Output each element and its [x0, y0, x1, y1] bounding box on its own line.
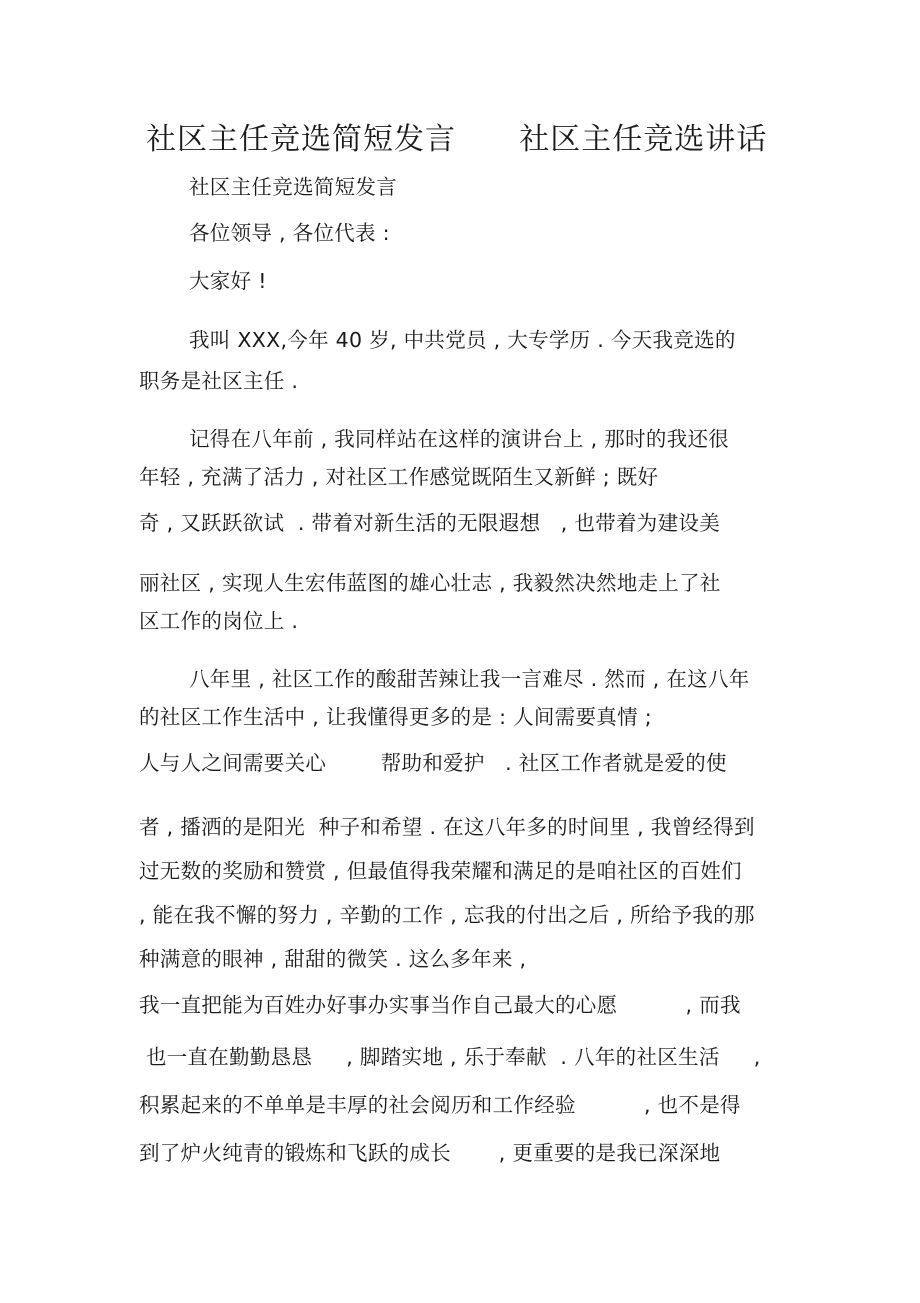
paragraph-line: 丽社区 , 实现人生宏伟蓝图的雄心壮志 , 我毅然决然地走上了社 — [139, 571, 721, 595]
paragraph-line: 八年里 , 社区工作的酸甜苦辣让我一言难尽 . 然而 , 在这八年 — [189, 667, 750, 691]
paragraph-line: 的社区工作生活中 , 让我懂得更多的是 : 人间需要真情 ; — [139, 705, 652, 729]
paragraph-line: 我一直把能为百姓办好事办实事当作自己最大的心愿 , 而我 — [139, 993, 741, 1017]
paragraph-line: 各位领导 , 各位代表 : — [189, 221, 390, 245]
paragraph-line: , 能在我不懈的努力 , 辛勤的工作 , 忘我的付出之后 , 所给予我的那 — [139, 903, 755, 927]
paragraph-line: 年轻 , 充满了活力 , 对社区工作感觉既陌生又新鲜 ; 既好 — [139, 465, 659, 489]
paragraph-line: 过无数的奖励和赞赏 , 但最值得我荣耀和满足的是咱社区的百姓们 — [139, 859, 742, 883]
paragraph-line: 到了炉火纯青的锻炼和飞跃的成长 , 更重要的是我已深深地 — [139, 1141, 721, 1165]
paragraph-line: 社区主任竞选简短发言 — [189, 175, 397, 199]
paragraph-line: 记得在八年前 , 我同样站在这样的演讲台上 , 那时的我还很 — [189, 427, 730, 451]
paragraph-line: 人与人之间需要关心 帮助和爱护 . 社区工作者就是爱的使 — [139, 751, 727, 775]
paragraph-line: 大家好 ! — [189, 269, 267, 293]
paragraph-line: 也一直在勤勤恳恳 , 脚踏实地 , 乐于奉献 . 八年的社区生活 , — [139, 1045, 761, 1069]
document-title: 社区主任竞选简短发言 社区主任竞选讲话 — [146, 122, 768, 157]
paragraph-line: 区工作的岗位上 . — [139, 609, 299, 633]
paragraph-line: 奇 , 又跃跃欲试 . 带着对新生活的无限遐想 , 也带着为建设美 — [139, 511, 720, 535]
paragraph-line: 职务是社区主任 . — [139, 369, 299, 393]
paragraph-line: 我叫 XXX,今年 40 岁, 中共党员 , 大专学历 . 今天我竞选的 — [189, 328, 736, 352]
paragraph-line: 者 , 播洒的是阳光 种子和希望 . 在这八年多的时间里 , 我曾经得到 — [139, 815, 755, 839]
paragraph-line: 积累起来的不单单是丰厚的社会阅历和工作经验 , 也不是得 — [139, 1093, 741, 1117]
paragraph-line: 种满意的眼神 , 甜甜的微笑 . 这么多年来 , — [139, 947, 527, 971]
